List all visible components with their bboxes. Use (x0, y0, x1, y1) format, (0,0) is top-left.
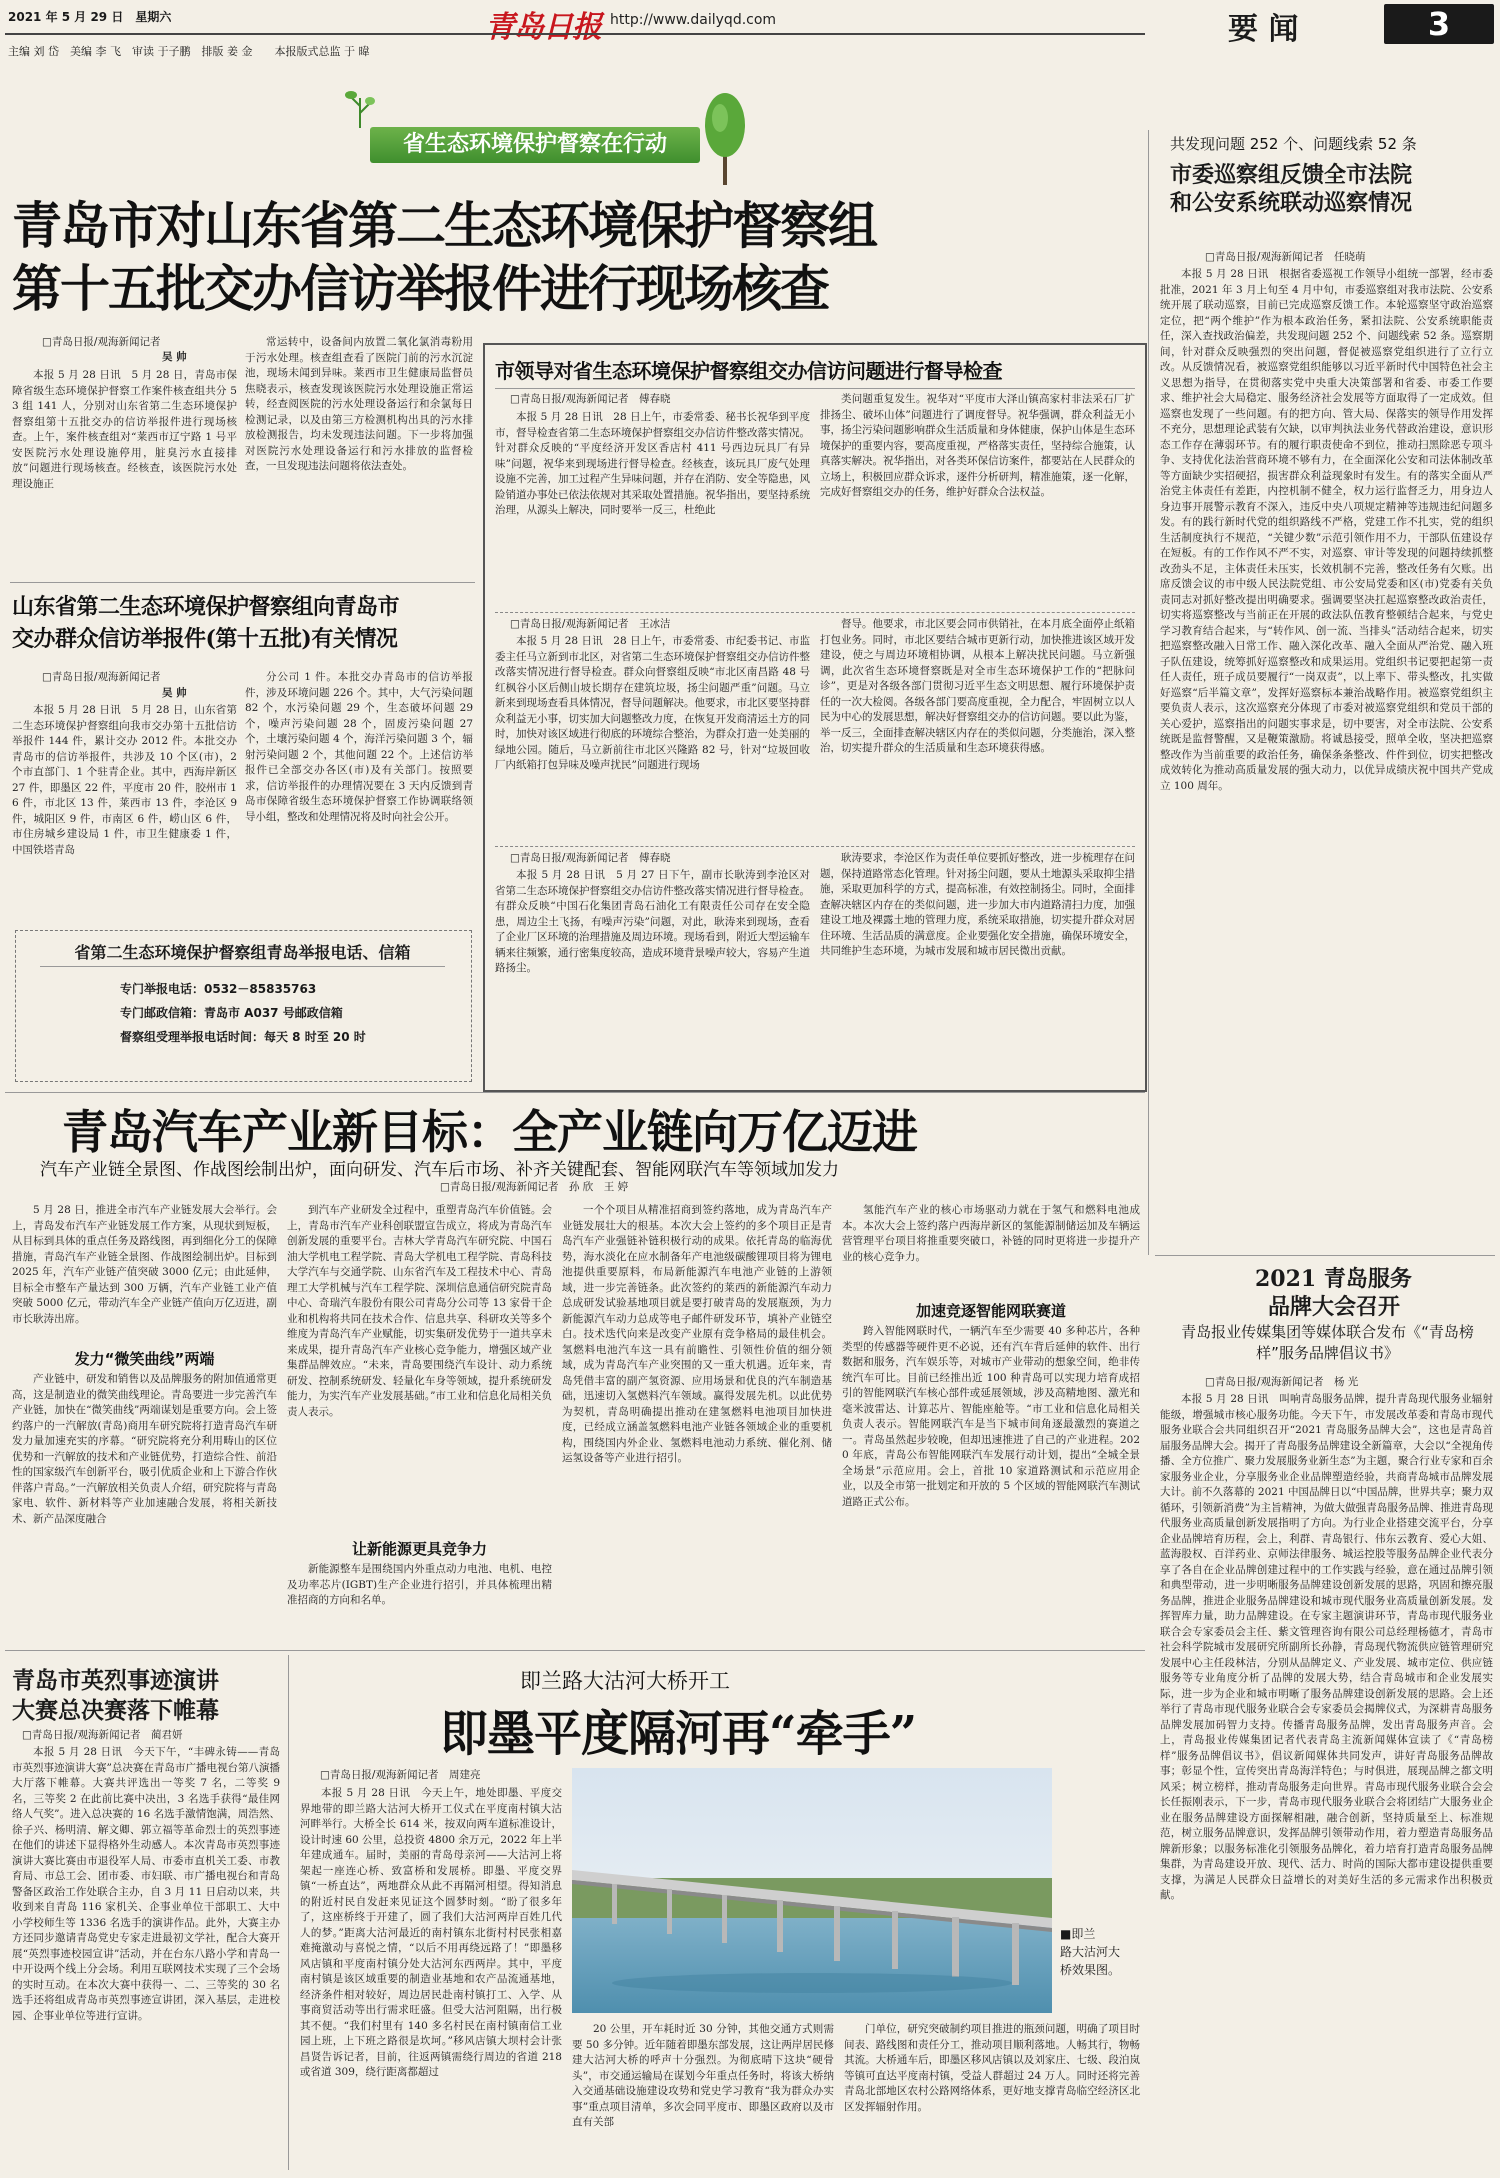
auto-subhead-2: 让新能源更具竞争力 (351, 1540, 487, 1558)
lead-headline-1: 青岛市对山东省第二生态环境保护督察组 (12, 196, 876, 255)
service-byline: □青岛日报/观海新闻记者 杨 光 (1205, 1376, 1359, 1388)
lead-reporter: 吴 帅 (162, 351, 187, 363)
martyr-body: 本报 5 月 28 日讯 今天下午，“丰碑永铸——青岛市英烈事迹演讲大赛”总决赛在青岛市广播电视台第八演播大厅落下帷幕。大赛共评选出一等奖 7 名，二等奖 9 名，三等奖 2 在此前比赛中决出，3 名选手获得“最佳网络人气奖”。进入总决赛的 16 名选手激情饱满，周浩然、徐子兴、杨明清、解文卿、郭立福等革命烈士的英烈事迹在他们的讲述下显得格外生动感人。本次青岛市英烈事迹演讲大赛比赛由市退役军人局、市委市直机关工委、市教育局、市总工会、团市委、市妇联、市广播电视台和青岛警备区政治工作处联合主办，自 3 月 11 日启动以来，共收到来自青岛 116 家机关、企事业单位干部职工、大中小学校师生等 1336 名选手的演讲作品。此外，大赛主办方还同步邀请青岛党史专家走进最初文学社，配合大赛开展“英烈事迹校园宣讲”活动，并在台东八路小学和青岛一中开设两个线上分会场。利用互联网技术实现了三个会场的实时互动。在本次大赛中获得一、二、三等奖的 30 名选手还将组成青岛市英烈事迹宣讲团，深入基层，走进校园、企事业单位等进行宣讲。 (12, 1746, 280, 2022)
auto-top-rule (5, 1092, 1145, 1093)
province-rule (10, 582, 475, 583)
inspect-sep-2 (495, 846, 1135, 847)
inspect-headline-rule (495, 388, 1135, 389)
right-column-rule (1148, 130, 1149, 1255)
bridge-caption-line-3: 桥效果图。 (1060, 1963, 1121, 1977)
banner-plate (370, 127, 700, 163)
inspection-body: 本报 5 月 28 日讯 根据省委巡视工作领导小组统一部署，经市委批准，2021 年 3 月上旬至 4 月中旬，市委巡察组对我市法院、公安系统开展了联动巡察，目前已完成巡察反馈工作。本轮巡察坚守政治巡察定位，把“两个维护”作为根本政治任务，紧扣法院、公安系统职能责任，深入查找政治偏差，共发现问题 252 个、问题线索 52 条。巡察期间，针对群众反映强烈的突出问题，督促被巡察党组织进行了立行立改。从反馈情况看，被巡察党组织能够以习近平新时代中国特色社会主义思想为指导，在贯彻落实党中央重大决策部署和省委、市委工作要求、维护社会大局稳定、服务经济社会发展等方面取得了一定成效。但巡察也发现了一些问题。有的把方向、管大局、保落实的领导作用发挥不充分，思想理论武装有欠缺，以审判执法业务代替政治建设，意识形态工作存在薄弱环节。有的履行职责使命不到位，推动扫黑除恶专项斗争、支持优化法治营商环境不够有力，在全面深化公安和司法体制改革等方面缺少实招硬招，损害群众利益现象时有发生。有的落实全面从严治党主体责任有差距，内控机制不健全，权力运行监督乏力，用身边人身边事开展警示教育不深入，违反中央八项规定精神等违规违纪问题多发。有的践行新时代党的组织路线不严格，党建工作不扎实，党的组织生活制度执行不规范，“关键少数”示范引领作用不力，干部队伍建设存在短板。有的工作作风不严不实，对巡察、审计等发现的问题持续抓整改劲头不足，主体责任未压实，长效机制不完善，整改任务有欠账。出席反馈会议的市中级人民法院党组、市公安局党委和区(市)党委有关负责同志对抓好整改提出明确要求。强调要坚决扛起巡察整改政治责任，切实将巡察整改与当前正在开展的政法队伍教育整顿结合起来，与党史学习教育结合起来，与“转作风、创一流、当排头”活动结合起来，切实把巡察整改融入日常工作、融入深化改革、融入全面从严治党、融入班子队伍建设，统筹抓好巡察整改和成果运用。党组织书记要把起第一责任人责任，班子成员要履行“一岗双责”，以上率下、带头整改，扎实做好巡察“后半篇文章”，发挥好巡察标本兼治战略作用。被巡察党组织主要负责人表示，这次巡察充分体现了市委对被巡察党组织和党员干部的关心爱护，巡察指出的问题实事求是，切中要害，对全市法院、公安系统既是监督警醒，又是鞭策激励。将诚恳接受，照单全收，坚决把巡察整改作为当前重要的政治任务，确保条条整改、件件到位，切实把整改成效转化为推动高质量发展的强大动力，以优异成绩庆祝中国共产党成立 100 周年。 (1160, 268, 1493, 792)
auto-subhead-1: 发力“微笑曲线”两端 (74, 1350, 215, 1368)
lead-byline: □青岛日报/观海新闻记者 (42, 336, 161, 348)
province-headline-2: 交办群众信访举报件(第十五批)有关情况 (12, 626, 398, 652)
website-url[interactable]: http://www.dailyqd.com (610, 12, 777, 28)
service-headline-1: 2021 青岛服务 (1255, 1266, 1412, 1292)
lead-headline-2: 第十五批交办信访举报件进行现场核查 (12, 259, 828, 318)
auto-col-1a: 5 月 28 日，推进全市汽车产业链发展大会举行。会上，青岛发布汽车产业链发展工作方案，从现状到短板，从目标到具体的重点任务及路线图，再到细化分工的保障措施，青岛汽车产业链全景图、作战图绘制出炉。目标到 2025 年，汽车产业链产值突破 3000 亿元；由此延伸，目标全市整车产量达到 300 万辆，汽车产业链工业产值突破 5000 亿元，带动汽车全产业链产值向万亿迈进，副市长耿涛出席。 (12, 1204, 277, 1325)
bridge-col-2: 20 公里，开车耗时近 30 分钟，其他交通方式则需要 50 多分钟。近年随着即墨东部发展，这让两岸居民修建大沽河大桥的呼声十分强烈。为彻底晴下这块“硬骨头”，市交通运输局在谋划今年重点任务时，将该大桥纳入交通基础设施建设攻势和党史学习教育“我为群众办实事”重点项目清单，多次会同平度市、即墨区政府以及市直有关部 (572, 2023, 834, 2128)
tip-box-rule (40, 966, 445, 967)
inspection-headline-2: 和公安系统联动巡察情况 (1170, 190, 1413, 216)
province-col-1: 本报 5 月 28 日讯 5 月 28 日，山东省第二生态环境保护督察组向我市交办第十五批信访举报件 144 件，累计交办 2012 件。本批交办青岛市的信访举报件，共涉及 10 个区(市)，2 个市直部门、1 个驻青企业。其中，西海岸新区 27 件，即墨区 22 件，平度市 20 件，胶州市 16 件，市北区 13 件，莱西市 13 件，李沧区 9 件，城阳区 9 件，市南区 6 件，崂山区 6 件，市住房城乡建设局 1 件，市卫生健康委 1 件，中国铁塔青岛 (12, 704, 237, 856)
auto-col-1b: 产业链中，研发和销售以及品牌服务的附加值通常更高，这是制造业的微笑曲线理论。青岛要进一步完善汽车产业链，加快在“微笑曲线”两端谋划是重要方向。会上签约落户的一汽解放(青岛)商用车研究院将打造青岛汽车研发力量加速充实的序幕。“研究院将充分利用畴山的区位优势和一汽解放的技术和产业链优势，打造综合性、前沿性的国家级汽车创新平台，吸引优质企业和上下游合作伙伴落户青岛。”一汽解放相关负责人介绍，研究院将与青岛家电、软件、新材料等产业加速融合发展，将相关新技术、新产品深度融合 (12, 1373, 277, 1525)
inspect-byline-1: □青岛日报/观海新闻记者 傅春晓 (510, 393, 671, 405)
auto-col-4b: 跨入智能网联时代，一辆汽车至少需要 40 多种芯片，各种类型的传感器等硬件更不必说，还有汽车背后延伸的软件、出行数据和服务，汽车娱乐等，对城市产业带动的想象空间，绝非传统汽车可比。目前已经推出近 100 种青岛可以实现力培育成招引的智能网联汽车核心部件或延展领域，涉及高精地图、激光和毫米波雷达、计算芯片、智能座舱等。“市工业和信息化局相关负责人表示。智能网联汽车是当下城市间角逐最激烈的赛道之一。青岛虽然起步较晚，但却迅速推进了自己的产业进程。2020 年底，青岛公布智能网联汽车发展行动计划，提出“全城全景全场景”示范应用。会上，首批 10 家道路测试和示范应用企业，以及全市第一批划定和开放的 5 个区域的智能网联汽车测试道路正式公布。 (842, 1325, 1140, 1508)
banner-leaves-left (345, 88, 375, 128)
service-subhead: 青岛报业传媒集团等媒体联合发布《“青岛榜样”服务品牌倡议书》 (1181, 1323, 1474, 1362)
service-top-rule (1155, 1255, 1495, 1256)
martyr-top-rule (5, 1650, 1145, 1651)
province-reporter: 吴 帅 (162, 687, 187, 699)
martyr-headline-1: 青岛市英烈事迹演讲 (12, 1667, 219, 1694)
inspect-a3-col-1: 本报 5 月 28 日讯 5 月 27 日下午，副市长耿涛到李沧区对省第二生态环境保护督察组交办信访件整改落实情况进行督导检查。有群众反映“中国石化集团青岛石油化工有限责任公司存在安全隐患，周边尘土飞扬，有噪声污染”问题，对此，耿涛来到现场，查看了企业厂区环境的治理措施及周边环境。现场看到，附近大型运输车辆来往频繁，通行密集度较高，造成环境背景噪声较大，容易产生道路扬尘。 (495, 869, 810, 974)
inspect-a2-col-1: 本报 5 月 28 日讯 28 日上午，市委常委、市纪委书记、市监委主任马立新到市北区，对省第二生态环境保护督察组交办信访件整改落实情况进行督导检查。群众向督察组反映“市北区南昌路 48 号红枫谷小区后侧山坡长期存在建筑垃圾，扬尘问题严重”问题。马立新来到现场查看具体情况，督导问题解决。他要求，市北区要坚持群众利益无小事，切实加大问题整改力度，在恢复开发商清运土方的同时，加快对该区域进行彻底的环境综合整治，为群众打造一处美丽的绿地公园。随后，马立新前往市北区兴隆路 82 号，针对“垃圾回收厂内纸箱打包异味及噪声扰民”问题进行现场 (495, 635, 810, 771)
inspect-a2-col-2: 督导。他要求，市北区要会同市供销社，在本月底全面停止纸箱打包业务。同时，市北区要结合城市更新行动，加快推进该区域开发建设，使之与周边环境相协调，从根本上解决扰民问题。马立新强调，此次省生态环境督察既是对全市生态环境保护工作的“把脉问诊”，更是对各级各部门贯彻习近平生态文明思想、履行环境保护责任的一次大检阅。各级各部门要高度重视，全力配合，牢固树立以人民为中心的发展思想，解决好督察组交办的信访问题。要以此为鉴，举一反三，全面排查解决辖区内存在的类似问题，分类施治，深入整治，切实提升群众的生活质量和生态环境获得感。 (820, 618, 1135, 754)
lead-col-2: 常运转中，设备间内放置二氧化氯消毒粉用于污水处理。核查组查看了医院门前的污水沉淀池，现场未闻到异味。莱西市卫生健康局监督员焦晓表示，核查发现该医院污水处理设施正常运转，经查阅医院的污水处理设备运行和余氯每日检测记录，以及由第三方检测机构出具的污水排放检测报告，均未发现违法问题。下一步将加强对医院污水处理设备运行和污水排放的监督检查，一旦发现违法问题将依法查处。 (245, 336, 473, 472)
tip-hours: 督察组受理举报电话时间：每天 8 时至 20 时 (120, 1030, 366, 1044)
bridge-headline: 即墨平度隔河再“牵手” (440, 1706, 917, 1762)
auto-col-4a: 氢能汽车产业的核心市场驱动力就在于氢气和燃料电池成本。本次大会上签约落户西海岸新区的氢能源制储运加及车辆运营管理平台项目将推重要突破口，补链的同时更将进一步提升产业的核心竞争力。 (842, 1204, 1140, 1263)
inspect-a3-col-2: 耿涛要求，李沧区作为责任单位要抓好整改，进一步梳理存在问题，保持道路常态化管理。针对扬尘问题，要从土地源头采取抑尘措施，采取更加科学的方式，提高标准，有效控制扬尘。同时，全面排查解决辖区内存在的类似问题，进一步加大市内道路清扫力度，加强建设工地及裸露土地的管理力度，系统采取措施，切实提升群众对居住环境、生活品质的满意度。企业要强化安全措施，确保环境安全，共同维护生态环境，为城市发展和城市居民微出贡献。 (820, 852, 1135, 957)
bridge-caption-line-1: ■即兰 (1060, 1927, 1096, 1941)
service-body: 本报 5 月 28 日讯 叫响青岛服务品牌，提升青岛现代服务业辐射能级，增强城市核心服务功能。今天下午，市发展改革委和青岛市现代服务业联合会共同组织召开“2021 青岛服务品牌大会”，这也是青岛首届服务品牌大会。揭开了青岛服务品牌建设全新篇章，大会以“全视角传播、全方位推广、聚力发展服务业新生态”为主题，聚合行业专家和百余家服务业企业，分享服务业企业品牌塑造经验，共商青岛城市品牌发展大计。前不久落幕的 2021 中国品牌日以“中国品牌，世界共享；聚力双循环，引领新消费”为主旨精神，为做大做强青岛服务品牌、推进青岛现代服务业高质量创新发展指明了方向。为行业企业搭建交流平台，分享企业品牌培育历程，会上，利群、青岛银行、伟东云教育、爱心大姐、蓝海股权、百洋药业、京师法律服务、城运控股等服务品牌企业代表分享了各自在企业品牌创建过程中的工作实践与经验，意在通过品牌引领和典型带动，进一步明晰服务品牌建设创新发展的思路，巩固和擦亮服务品牌，推进企业服务品牌建设和城市现代服务业高质量创新发展。发挥智库力量，助力品牌建设。在专家主题演讲环节，青岛市现代服务业联合会专家委员会主任、紫文管理咨询有限公司总经理杨德才，青岛市社会科学院城市发展研究所副所长孙静，青岛现代物流供应链管理研究发展中心主任段林洁，分别从品牌定义、产业发展、城市定位、供应链服务等专业角度分析了品牌的发展大势，结合青岛城市和企业发展实际，进一步为企业和城市明晰了服务品牌建设创新发展的思路。会上还举行了青岛市现代服务业联合会专家委员会揭牌仪式，为深耕青岛服务品牌发展加码智力支持。传播青岛服务品牌，发出青岛服务声音。会上，青岛报业传媒集团记者代表青岛主流新闻媒体宣读了《“青岛榜样”服务品牌倡议书》，倡议新闻媒体共同发声，讲好青岛服务品牌故事；彰显个性，宣传突出青岛海洋特色；与时俱进，展现品牌之都文明风采；树立榜样，推动青岛服务走向世界。青岛市现代服务业联合会会长任振刚表示，下一步，青岛市现代服务业联合会将团结广大服务业企业在服务品牌建设方面探解相融，融合创新，坚持质量至上、标准规范，树立服务品牌意识，发挥品牌引领带动作用，着力塑造青岛服务品牌新形象；以服务标准化引领服务品牌化，着力培育打造青岛服务品牌集群，为青岛建设开放、现代、活力、时尚的国际大都市建设提供重要支撑，为满足人民群众日益增长的对美好生活的多元需求作出积极贡献。 (1160, 1393, 1493, 1901)
inspection-headline-1: 市委巡察组反馈全市法院 (1170, 162, 1413, 188)
banner-label: 省生态环境保护督察在行动 (402, 132, 667, 157)
inspection-kicker: 共发现问题 252 个、问题线索 52 条 (1170, 135, 1417, 153)
newspaper-logo: 青岛日报 (485, 10, 601, 45)
page-number: 3 (1427, 5, 1451, 43)
page-number-badge (1384, 4, 1494, 44)
auto-col-2a: 到汽车产业研发全过程中，重塑青岛汽车价值链。会上，青岛市汽车产业科创联盟宣告成立，将成为青岛汽车创新发展的重要平台。吉林大学青岛汽车研究院、中国石油大学机电工程学院、青岛大学机电工程学院、青岛科技大学汽车与交通学院、山东省汽车及工程技术中心、青岛理工大学机械与汽车工程学院、深圳信息通信研究院青岛中心、奇瑞汽车股份有限公司青岛分公司等 13 家骨干企业和机构将共同在技术合作、信息共享、科研攻关等多个维度为青岛汽车产业赋能，切实集研发优势于一道共享未来成果，提升青岛汽车产业核心竞争能力，增强区域产业集群品牌效应。“未来，青岛要围绕汽车设计、动力系统研发、控制系统研发、轻量化车身等领域，提升系统研发能力，为实汽车产业发展基础。”市工业和信息化局相关负责人表示。 (287, 1204, 552, 1418)
lead-col-1: 本报 5 月 28 日讯 5 月 28 日，青岛市保障省级生态环境保护督察工作案件核查组共分 53 组 141 人，分别对山东省第二生态环境保护督察组第十五批交办的信访举报件进行现场核查。上午，案件核查组对“莱西市辽宁路 1 号平安医院污水处理设施停用，脏臭污水直接排放”问题进行现场核查。经核查，该医院污水处理设施正 (12, 369, 237, 490)
province-byline: □青岛日报/观海新闻记者 (42, 671, 161, 683)
province-headline-1: 山东省第二生态环境保护督察组向青岛市 (12, 594, 400, 620)
tip-phone: 专门举报电话：0532－85835763 (120, 982, 317, 996)
martyr-byline: □青岛日报/观海新闻记者 蔺君妍 (22, 1729, 183, 1741)
masthead-date: 2021 年 5 月 29 日 星期六 (8, 10, 172, 24)
inspect-byline-3: □青岛日报/观海新闻记者 傅春晓 (510, 852, 671, 864)
auto-subhead: 汽车产业链全景图、作战图绘制出炉，面向研发、汽车后市场、补齐关键配套、智能网联汽车等领域加发力 (40, 1160, 839, 1180)
bridge-caption (1060, 1925, 1120, 1979)
banner-tree-icon (700, 90, 750, 185)
bridge-byline: □青岛日报/观海新闻记者 周建亮 (320, 1769, 481, 1781)
bridge-caption-line-2: 路大沽河大 (1060, 1945, 1121, 1959)
province-col-2: 分公司 1 件。本批交办青岛市的信访举报件，涉及环境问题 226 个。其中，大气污染问题 82 个，水污染问题 29 个，生态破坏问题 29 个，噪声污染问题 28 个，固废污染问题 27 个，土壤污染问题 4 个，海洋污染问题 3 个，辐射污染问题 2 个，其他问题 22 个。上述信访举报件已全部交办各区(市)及有关部门。按照要求，信访举报件的办理情况要在 3 天内反馈到青岛市保障省级生态环境保护督察工作协调联络领导小组，整改和处理情况将及时向社会公开。 (245, 671, 473, 823)
martyr-headline-2: 大赛总决赛落下帷幕 (12, 1697, 219, 1724)
tip-mailbox: 专门邮政信箱：青岛市 A037 号邮政信箱 (120, 1006, 343, 1020)
inspection-byline: □青岛日报/观海新闻记者 任晓萌 (1205, 251, 1366, 263)
auto-col-2b: 新能源整车是围绕国内外重点动力电池、电机、电控及功率芯片(IGBT)生产企业进行招引，并具体梳理出精准招商的方向和名单。 (287, 1563, 552, 1606)
bridge-col-1: 本报 5 月 28 日讯 今天上午，地处即墨、平度交界地带的即兰路大沽河大桥开工仪式在平度南村镇大沽河畔举行。大桥全长 614 米，按双向两车道标准设计，设计时速 60 公里，总投资 4800 余万元，2022 年上半年建成通车。届时，美丽的青岛母亲河——大沽河上将架起一座连心桥、致富桥和发展桥。即墨、平度交界镇“一桥直达”，两地群众从此不再隔河相望。得知消息的附近村民自发赶来见证这个圆梦时刻。“盼了很多年了，这座桥终于开建了，圆了我们大沽河两岸百姓几代人的梦。”距离大沽河最近的南村镇东北街村村民张相嘉难掩激动与喜悦之情，“以后不用再绕远路了！”即墨移风店镇和平度南村镇分处大沽河东西两岸。其中，平度南村镇是该区域重要的制造业基地和农产品流通基地，经济条件相对较好，周边居民赴南村镇打工、入学、从事商贸活动等出行需求旺盛。但受大沽河阻隔，出行极其不便。“我们村里有 140 多名村民在南村镇南信工业园上班，上下班之路很是坎坷。”移风店镇大坝村会计张昌贤告诉记者，目前，往返两镇需绕行周边的省道 218 或省道 309，绕行距离都超过 (300, 1787, 562, 2078)
masthead-rule (5, 33, 1145, 35)
inspect-a1-col-1: 本报 5 月 28 日讯 28 日上午，市委常委、秘书长祝华到平度市，督导检查省第二生态环境保护督察组交办信访件整改落实情况。针对群众反映的“平度经济开发区香店村 411 号西边玩具厂有异味”问题，祝华来到现场进行督导检查。经核查，该玩具厂废气处理设施不完善，加工过程产生异味问题，并存在消防、安全等隐患，风险销道办事处已依法依规对其采取处置措施。祝华指出，要坚持系统治理，从源头上解决，同时要举一反三，杜绝此 (495, 411, 810, 516)
bridge-kicker: 即兰路大沽河大桥开工 (520, 1669, 730, 1693)
auto-subhead-3: 加速竞逐智能网联赛道 (915, 1302, 1066, 1320)
bridge-rendering-image (572, 1768, 1052, 2013)
auto-byline: □青岛日报/观海新闻记者 孙 欣 王 婷 (440, 1181, 629, 1193)
section-title: 要 闻 (1228, 12, 1299, 47)
auto-headline: 青岛汽车产业新目标：全产业链向万亿迈进 (62, 1105, 917, 1159)
inspect-a1-col-2: 类问题重复发生。祝华对“平度市大泽山镇高家村非法采石厂扩排扬尘、破坏山体”问题进行了调度督导。祝华强调，群众利益无小事，扬尘污染问题影响群众生活质量和身体健康，保护山体是生态环境保护的重要内容，要高度重视，严格落实责任，坚持综合施策，认真落实解决。祝华指出，对各类环保信访案件，都要站在人民群众的立场上，积极回应群众诉求，逐件分析研判，精准施策，逐一化解，完成好督察组交办的任务，维护好群众合法权益。 (820, 393, 1135, 498)
inspect-headline: 市领导对省生态环境保护督察组交办信访问题进行督导检查 (495, 359, 1002, 383)
martyr-right-rule (288, 1655, 289, 2170)
inspect-sep-1 (495, 612, 1135, 613)
auto-col-3: 一个个项目从精准招商到签约落地，成为青岛汽车产业链发展壮大的根基。本次大会上签约的多个项目正是青岛汽车产业强链补链积极行动的成果。依托青岛的临海优势，海水淡化在应水制备年产电池级碳酸锂项目将为锂电池提供重要原料，布局新能源汽车电池产业链的上游领域，进一步完善链条。此次签约的莱西的新能源汽车动力总成研发试验基地项目就是要打破青岛的发展瓶颈，为力新能源汽车动力总成等电子邮件研发环节，填补产业链空白。技术迭代向来是改变产业原有竞争格局的最佳机会。氢燃料电池汽车这一具有前瞻性、引领性价值的细分领域，成为青岛汽车产业突围的又一重大机遇。近年来，青岛凭借丰富的副产氢资源、应用场景和优良的汽车制造基础，迅速切入氢燃料汽车领域。赢得发展先机。以此优势为契机，青岛明确提出推动在建氢燃料电池项目加快进度，已经成立涵盖氢燃料电池产业链各领域企业的重要机构，围绕国内外企业、氢燃料电池动力系统、催化剂、储运氢设备等产业进行招引。 (562, 1204, 832, 1464)
editors-line: 主编 刘 岱 美编 李 飞 审读 于子鹏 排版 姜 金 本报版式总监 于 暐 (8, 45, 370, 58)
tip-box-title: 省第二生态环境保护督察组青岛举报电话、信箱 (74, 943, 411, 962)
service-headline-2: 品牌大会召开 (1268, 1294, 1401, 1320)
bridge-col-3: 门单位，研究突破制约项目推进的瓶颈问题，明确了项目时间表、路线图和责任分工，推动项目顺利落地。人畅其行，物畅其流。大桥通车后，即墨区移风店镇以及刘家庄、七级、段泊岚等镇可直达平度南村镇，受益人群超过 24 万人。同时还将完善青岛北部地区农村公路网络体系，更好地支撑青岛临空经济区北区发挥辐射作用。 (844, 2023, 1140, 2113)
inspect-byline-2: □青岛日报/观海新闻记者 王冰洁 (510, 618, 671, 630)
